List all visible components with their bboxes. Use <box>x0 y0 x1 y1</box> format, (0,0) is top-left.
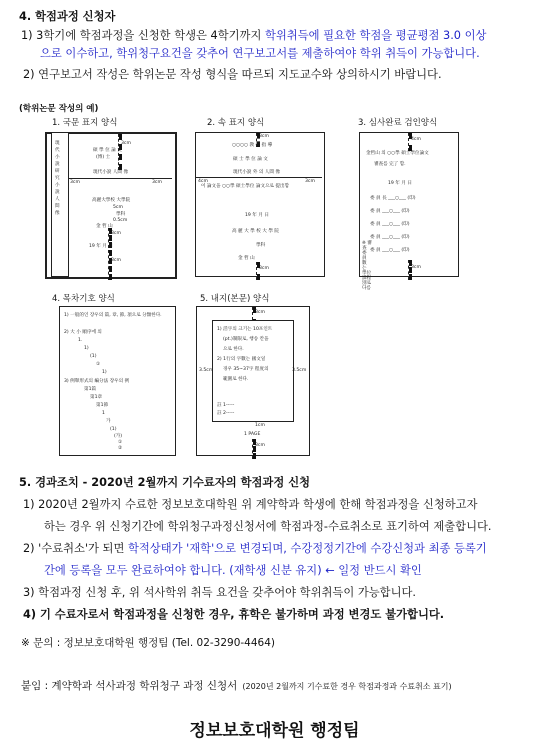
section5-p2-line1 <box>23 541 487 556</box>
toc-item-2: 2) 大 小 順序에 의 <box>64 330 102 335</box>
review-role-3: 委 員 ___○___ (印) <box>370 222 410 227</box>
caption-body: 5. 내지(본문) 양식 <box>200 294 270 304</box>
toc-item-11: 第1節 <box>96 403 109 408</box>
inner-hline <box>196 177 322 178</box>
inner-field: 學科 <box>256 243 266 248</box>
review-line2: 審查를 完了 함. <box>374 162 406 167</box>
section5-p1-line2: 하는 경우 위 신청기간에 학위청구과정신청서에 학점과정-수료취소로 표기하여 제출합니다. <box>44 520 492 533</box>
body-note-1: 註 1----- <box>217 403 235 408</box>
cover-school: 高麗大學校 大學院 <box>92 198 131 203</box>
cover-guide3 <box>108 250 112 280</box>
body-text-4: 2) 1行의 字數는 國文일 <box>217 357 266 362</box>
body-page: 1 PAGE <box>244 432 261 437</box>
inner-date: 19 年 月 日 <box>245 213 270 218</box>
review-role-1: 委 員 長 ___○___ (印) <box>370 196 416 201</box>
toc-item-3: 1. <box>78 338 83 343</box>
review-guide2 <box>408 260 412 280</box>
body-cm1: 1cm <box>255 423 265 428</box>
cover-cm-bottom: 3cm <box>111 258 121 263</box>
section5-heading: 5. 경과조치 - 2020년 2월까지 기수료자의 학점과정 신청 <box>19 476 311 489</box>
review-top: 4cm <box>411 137 421 142</box>
inner-top: 3cm <box>259 134 269 139</box>
section4-p1-line1 <box>21 28 486 43</box>
section4-p2: 2) 연구보고서 작성은 학위논문 작성 형식을 따르되 지도교수와 상의하시기 바랍니다. <box>23 68 442 81</box>
section5-p3: 3) 학점과정 신청 후, 위 석사학위 취득 요건을 갖추어야 학위취득이 가능합니다. <box>23 586 416 599</box>
inner-side: 4cm <box>198 179 208 184</box>
body-text-5: 경우 35~37字 程度의 <box>223 367 269 372</box>
p1-text: 1) 3학기에 학점과정을 신청한 학생은 4학기까지 <box>21 29 265 42</box>
cover-cm-top: 3cm <box>121 141 131 146</box>
review-date: 19 年 月 日 <box>388 181 413 186</box>
inner-bottom: 3cm <box>259 266 269 271</box>
review-role-5: 委 員 ___○___ (印) <box>370 248 410 253</box>
cover-cm5: 5cm <box>113 205 123 210</box>
cover-cm05: 0.5cm <box>113 218 128 223</box>
inner-name: 金 哲 山 <box>238 256 255 261</box>
section5-p1-line1: 1) 2020년 2월까지 수료한 정보보호대학원 위 계약학과 학생에 한해 학점과정을 신청하고자 <box>23 498 478 511</box>
section5-p2-line2: 간에 등록을 모두 완료하여야 합니다. (재학생 신분 유지) ← 일정 반드시 확인 <box>44 564 422 577</box>
review-guide <box>408 133 412 151</box>
inner-degree: 碩 士 學 位 論 文 <box>233 157 268 162</box>
toc-item-15: (가) <box>114 434 123 439</box>
inner-cover-frame <box>195 132 325 277</box>
toc-item-13: 가 <box>106 419 111 424</box>
review-role-2: 委 員 ___○___ (印) <box>370 209 410 214</box>
caption-review: 3. 심사완료 검인양식 <box>358 118 438 128</box>
toc-item-4: 1) <box>84 346 89 351</box>
cover-cm-mid: 3cm <box>111 231 121 236</box>
inner-submit: 이 論文을 ○○學 碩士學位 論文으로 提出함 <box>201 184 290 189</box>
cover-degree2: (博) 士 <box>96 155 111 160</box>
body-text-3: 으로 한다. <box>223 347 244 352</box>
inner-school: 高 麗 大 學 校 大 學 院 <box>232 229 279 234</box>
inner-side2: 3cm <box>305 179 315 184</box>
p1-highlight: 학위취득에 필요한 학점을 평균평점 3.0 이상 <box>264 29 487 42</box>
attachment <box>21 674 452 693</box>
caption-toc: 4. 목차기호 양식 <box>52 294 115 304</box>
p2-text: 2) '수료취소'가 되면 <box>23 542 128 555</box>
cover-hline <box>68 178 172 179</box>
toc-item-17: ② <box>118 446 123 451</box>
toc-item-9: 第1篇 <box>84 387 97 392</box>
cover-cm-right: 3cm <box>152 180 162 185</box>
toc-item-1: 1) 一般的인 장우의 篇, 章, 節, 項으로 分類한다. <box>64 313 162 318</box>
toc-item-16: ① <box>118 440 123 445</box>
attachment-label: 붙임 : 계약학과 석사과정 학위청구 과정 신청서 <box>21 680 238 692</box>
examples-heading: (학위논문 작성의 예) <box>19 104 99 114</box>
toc-item-7: 1) <box>102 370 107 375</box>
body-text-2: (pt.)制限로, 행송 칸을 <box>223 337 269 342</box>
inner-guide2 <box>256 262 260 280</box>
cover-cm-left: 3cm <box>70 180 80 185</box>
body-left-margin: 3.5cm <box>199 368 214 373</box>
toc-item-10: 第1章 <box>90 395 103 400</box>
body-right-margin: 3.5cm <box>292 368 307 373</box>
cover-date: 19 年 月 日 <box>89 244 114 249</box>
body-top: 3cm <box>255 310 265 315</box>
body-note-2: 註 2----- <box>217 411 235 416</box>
section5-p4: 4) 기 수료자로서 학점과정을 신청한 경우, 휴학은 불가하며 과정 변경도 불가합니다. <box>23 608 445 621</box>
caption-cover: 1. 국문 표지 양식 <box>52 118 118 128</box>
cover-name: 金 哲 山 <box>96 224 113 229</box>
inner-title: 現代小說 外 의 人間 像 <box>233 170 281 175</box>
attachment-note: (2020년 2월까지 기수료한 경우 학점과정과 수료취소 표기) <box>242 682 452 691</box>
cover-degree: 碩 學 位 論 文 <box>93 148 122 153</box>
toc-item-12: 1 <box>102 411 105 416</box>
toc-item-14: (1) <box>110 427 117 432</box>
footer-org: 정보보호대학원 행정팀 <box>189 721 360 741</box>
cover-field: 學科 <box>116 212 126 217</box>
body-text-1: 1) 活字의 크기는 10포인트 <box>217 327 273 332</box>
review-line1: 金哲山 의 ○○學 碩士學位論文 <box>366 151 429 156</box>
body-text-6: 範圍로 한다. <box>223 377 249 382</box>
toc-item-5: (1) <box>90 354 97 359</box>
inner-thesis: ○○○○ 教 授 指 導 <box>232 143 273 148</box>
review-bottom: 3cm <box>411 265 421 270</box>
toc-item-6: ① <box>96 362 101 367</box>
toc-item-8: 3) 例舉形式의 編分法 장우의 例 <box>64 379 130 384</box>
review-role-4: 委 員 ___○___ (印) <box>370 235 410 240</box>
body-bottom: 3cm <box>255 443 265 448</box>
section4-heading: 4. 학점과정 신청자 <box>19 10 116 23</box>
caption-inner-cover: 2. 속 표지 양식 <box>207 118 265 128</box>
review-note: ※ 審 查 委 員 數 는 學位課程別로 다름 <box>362 241 372 291</box>
body-guide2 <box>252 439 256 459</box>
cover-spine-text: 現代小說 研 究 小 說 人 間 像 <box>55 141 60 216</box>
contact-info: ※ 문의 : 정보보호대학원 행정팀 (Tel. 02-3290-4464) <box>21 637 275 649</box>
p2-highlight: 학적상태가 '재학'으로 변경되며, 수강정정기간에 수강신청과 최종 등록기 <box>127 542 487 555</box>
section4-p1-line2: 으로 이수하고, 학위청구요건을 갖추어 연구보고서를 제출하여야 학위 취득이 가능합니다. <box>40 47 480 60</box>
cover-title: 現代小說 人間 像 <box>93 170 129 175</box>
